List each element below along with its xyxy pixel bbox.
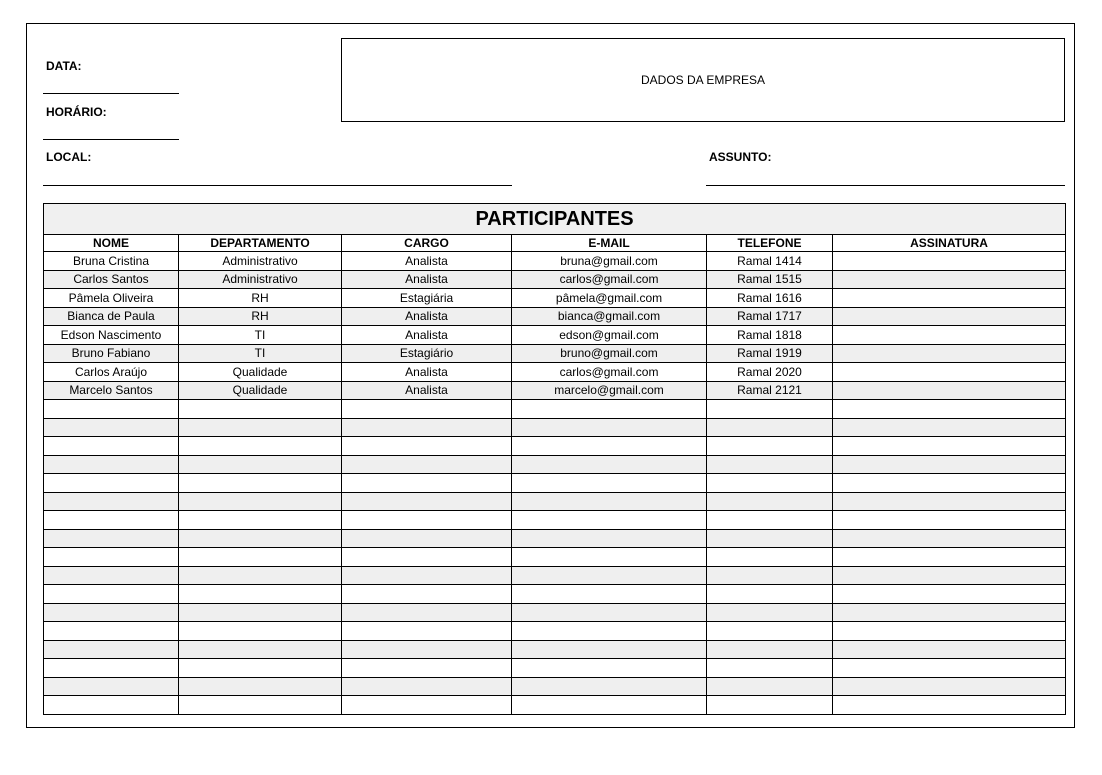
cell-email: pâmela@gmail.com [512, 289, 707, 308]
cell-department[interactable] [179, 400, 342, 419]
column-header-department: DEPARTAMENTO [179, 235, 342, 252]
cell-role[interactable] [342, 455, 512, 474]
table-row [44, 640, 1066, 659]
cell-signature[interactable] [833, 474, 1066, 493]
cell-email[interactable] [512, 400, 707, 419]
cell-role[interactable] [342, 492, 512, 511]
cell-role: Estagiário [342, 344, 512, 363]
cell-phone[interactable] [707, 455, 833, 474]
cell-department[interactable] [179, 622, 342, 641]
cell-department: RH [179, 289, 342, 308]
table-row [44, 566, 1066, 585]
cell-signature[interactable] [833, 640, 1066, 659]
cell-email[interactable] [512, 677, 707, 696]
cell-department[interactable] [179, 640, 342, 659]
cell-email[interactable] [512, 640, 707, 659]
table-row [44, 307, 1066, 326]
cell-phone: Ramal 1414 [707, 252, 833, 271]
cell-email[interactable] [512, 437, 707, 456]
cell-phone[interactable] [707, 677, 833, 696]
table-row [44, 418, 1066, 437]
table-row [44, 659, 1066, 678]
cell-department: TI [179, 344, 342, 363]
cell-email[interactable] [512, 418, 707, 437]
cell-signature[interactable] [833, 455, 1066, 474]
cell-name: Carlos Araújo [44, 363, 179, 382]
cell-name[interactable] [44, 492, 179, 511]
cell-department[interactable] [179, 659, 342, 678]
table-row [44, 548, 1066, 567]
cell-email[interactable] [512, 696, 707, 715]
cell-phone[interactable] [707, 640, 833, 659]
cell-signature[interactable] [833, 492, 1066, 511]
cell-email: edson@gmail.com [512, 326, 707, 345]
cell-name[interactable] [44, 677, 179, 696]
cell-name[interactable] [44, 603, 179, 622]
participants-title: PARTICIPANTES [44, 204, 1066, 235]
cell-department: Qualidade [179, 381, 342, 400]
cell-name[interactable] [44, 437, 179, 456]
table-row [44, 492, 1066, 511]
cell-phone: Ramal 2121 [707, 381, 833, 400]
cell-name[interactable] [44, 585, 179, 604]
cell-signature[interactable] [833, 381, 1066, 400]
column-header-email: E-MAIL [512, 235, 707, 252]
cell-department[interactable] [179, 492, 342, 511]
cell-signature[interactable] [833, 529, 1066, 548]
date-field-line[interactable] [43, 93, 179, 94]
cell-department[interactable] [179, 548, 342, 567]
cell-phone[interactable] [707, 603, 833, 622]
subject-field-line[interactable] [706, 185, 1065, 186]
cell-role[interactable] [342, 640, 512, 659]
cell-signature[interactable] [833, 270, 1066, 289]
cell-signature[interactable] [833, 677, 1066, 696]
cell-role: Estagiária [342, 289, 512, 308]
cell-phone: Ramal 1818 [707, 326, 833, 345]
cell-role[interactable] [342, 566, 512, 585]
cell-name[interactable] [44, 455, 179, 474]
cell-signature[interactable] [833, 437, 1066, 456]
cell-role[interactable] [342, 437, 512, 456]
cell-role: Analista [342, 381, 512, 400]
cell-department[interactable] [179, 677, 342, 696]
cell-department[interactable] [179, 511, 342, 530]
cell-role: Analista [342, 252, 512, 271]
cell-role[interactable] [342, 603, 512, 622]
cell-department[interactable] [179, 566, 342, 585]
cell-email: bruna@gmail.com [512, 252, 707, 271]
cell-name: Edson Nascimento [44, 326, 179, 345]
table-row [44, 474, 1066, 493]
cell-role: Analista [342, 363, 512, 382]
cell-signature[interactable] [833, 511, 1066, 530]
cell-name[interactable] [44, 640, 179, 659]
cell-phone[interactable] [707, 529, 833, 548]
cell-email[interactable] [512, 455, 707, 474]
table-row [44, 252, 1066, 271]
cell-role[interactable] [342, 622, 512, 641]
cell-name: Bruna Cristina [44, 252, 179, 271]
cell-name: Marcelo Santos [44, 381, 179, 400]
cell-signature[interactable] [833, 400, 1066, 419]
table-row [44, 529, 1066, 548]
column-header-name: NOME [44, 235, 179, 252]
cell-phone: Ramal 1919 [707, 344, 833, 363]
cell-signature[interactable] [833, 585, 1066, 604]
cell-email[interactable] [512, 474, 707, 493]
table-body [44, 252, 1066, 715]
cell-department[interactable] [179, 696, 342, 715]
table-row [44, 677, 1066, 696]
table-row [44, 270, 1066, 289]
table-row [44, 400, 1066, 419]
cell-email: marcelo@gmail.com [512, 381, 707, 400]
cell-name: Bruno Fabiano [44, 344, 179, 363]
date-label: DATA: [46, 59, 82, 73]
time-label: HORÁRIO: [46, 105, 107, 119]
cell-signature[interactable] [833, 344, 1066, 363]
cell-email[interactable] [512, 622, 707, 641]
cell-signature[interactable] [833, 289, 1066, 308]
cell-signature[interactable] [833, 603, 1066, 622]
cell-name: Pâmela Oliveira [44, 289, 179, 308]
cell-role[interactable] [342, 585, 512, 604]
cell-role: Analista [342, 270, 512, 289]
cell-department[interactable] [179, 585, 342, 604]
subject-label: ASSUNTO: [709, 150, 772, 164]
cell-phone[interactable] [707, 437, 833, 456]
cell-department[interactable] [179, 529, 342, 548]
cell-signature[interactable] [833, 696, 1066, 715]
cell-name[interactable] [44, 659, 179, 678]
cell-name: Bianca de Paula [44, 307, 179, 326]
cell-phone[interactable] [707, 492, 833, 511]
company-data-label: DADOS DA EMPRESA [640, 73, 766, 87]
table-header-row [44, 235, 1066, 252]
cell-name[interactable] [44, 696, 179, 715]
cell-phone[interactable] [707, 418, 833, 437]
cell-name[interactable] [44, 548, 179, 567]
cell-department[interactable] [179, 603, 342, 622]
table-row [44, 437, 1066, 456]
cell-department: RH [179, 307, 342, 326]
cell-role[interactable] [342, 548, 512, 567]
cell-name[interactable] [44, 511, 179, 530]
cell-role[interactable] [342, 677, 512, 696]
cell-phone[interactable] [707, 566, 833, 585]
cell-name[interactable] [44, 529, 179, 548]
cell-email: bianca@gmail.com [512, 307, 707, 326]
cell-role[interactable] [342, 659, 512, 678]
table-row [44, 455, 1066, 474]
cell-email[interactable] [512, 585, 707, 604]
cell-department: TI [179, 326, 342, 345]
cell-department: Administrativo [179, 252, 342, 271]
participants-table [43, 203, 1066, 715]
table-row [44, 585, 1066, 604]
time-field-line[interactable] [43, 139, 179, 140]
cell-phone[interactable] [707, 511, 833, 530]
cell-name[interactable] [44, 400, 179, 419]
cell-phone: Ramal 1717 [707, 307, 833, 326]
cell-department: Qualidade [179, 363, 342, 382]
cell-phone[interactable] [707, 548, 833, 567]
cell-phone[interactable] [707, 622, 833, 641]
cell-phone: Ramal 2020 [707, 363, 833, 382]
location-field-line[interactable] [43, 185, 512, 186]
cell-signature[interactable] [833, 363, 1066, 382]
cell-phone[interactable] [707, 474, 833, 493]
table-row [44, 511, 1066, 530]
cell-role[interactable] [342, 418, 512, 437]
column-header-role: CARGO [342, 235, 512, 252]
cell-role[interactable] [342, 400, 512, 419]
cell-email[interactable] [512, 492, 707, 511]
cell-signature[interactable] [833, 418, 1066, 437]
cell-role[interactable] [342, 529, 512, 548]
table-row [44, 603, 1066, 622]
cell-signature[interactable] [833, 548, 1066, 567]
cell-name[interactable] [44, 418, 179, 437]
table-row [44, 363, 1066, 382]
cell-phone[interactable] [707, 696, 833, 715]
table-row [44, 622, 1066, 641]
cell-email[interactable] [512, 548, 707, 567]
cell-phone[interactable] [707, 400, 833, 419]
cell-name[interactable] [44, 566, 179, 585]
company-data-box [341, 38, 1065, 122]
column-header-signature: ASSINATURA [833, 235, 1066, 252]
cell-email[interactable] [512, 511, 707, 530]
cell-email[interactable] [512, 566, 707, 585]
cell-email: bruno@gmail.com [512, 344, 707, 363]
cell-name[interactable] [44, 474, 179, 493]
cell-department[interactable] [179, 474, 342, 493]
cell-signature[interactable] [833, 307, 1066, 326]
cell-phone: Ramal 1616 [707, 289, 833, 308]
cell-email[interactable] [512, 603, 707, 622]
cell-phone: Ramal 1515 [707, 270, 833, 289]
cell-email: carlos@gmail.com [512, 363, 707, 382]
table-row [44, 381, 1066, 400]
cell-role[interactable] [342, 474, 512, 493]
cell-department[interactable] [179, 418, 342, 437]
cell-name[interactable] [44, 622, 179, 641]
cell-role: Analista [342, 307, 512, 326]
table-row [44, 696, 1066, 715]
cell-email: carlos@gmail.com [512, 270, 707, 289]
cell-department[interactable] [179, 437, 342, 456]
cell-signature[interactable] [833, 252, 1066, 271]
cell-signature[interactable] [833, 566, 1066, 585]
cell-role[interactable] [342, 511, 512, 530]
table-row [44, 344, 1066, 363]
cell-department[interactable] [179, 455, 342, 474]
table-row [44, 289, 1066, 308]
cell-department: Administrativo [179, 270, 342, 289]
cell-phone[interactable] [707, 585, 833, 604]
cell-signature[interactable] [833, 326, 1066, 345]
cell-name: Carlos Santos [44, 270, 179, 289]
cell-phone[interactable] [707, 659, 833, 678]
table-row [44, 326, 1066, 345]
cell-role: Analista [342, 326, 512, 345]
location-label: LOCAL: [46, 150, 92, 164]
cell-email[interactable] [512, 529, 707, 548]
cell-signature[interactable] [833, 622, 1066, 641]
cell-email[interactable] [512, 659, 707, 678]
column-header-phone: TELEFONE [707, 235, 833, 252]
cell-role[interactable] [342, 696, 512, 715]
cell-signature[interactable] [833, 659, 1066, 678]
